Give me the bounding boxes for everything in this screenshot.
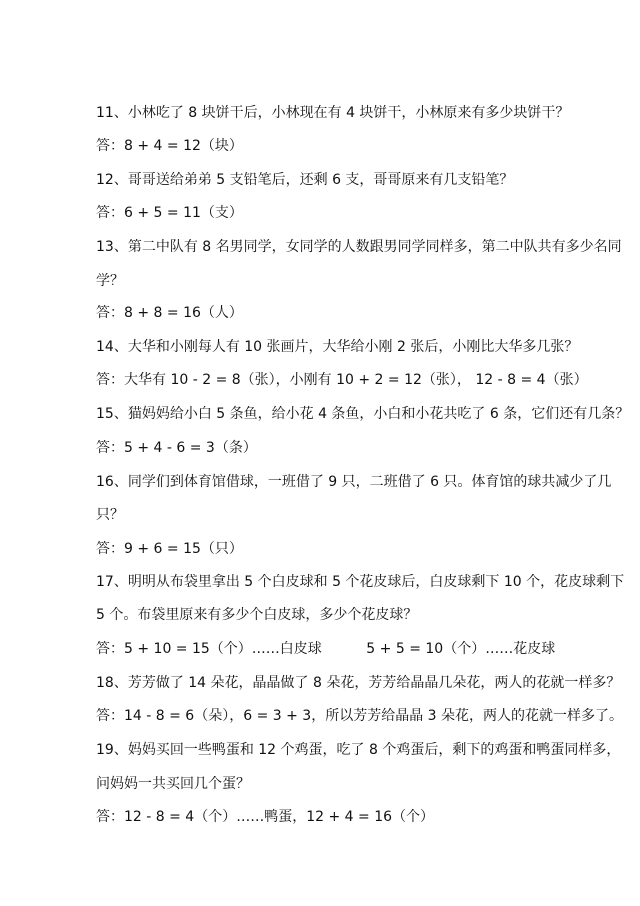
question-18: 18、芳芳做了 14 朵花，晶晶做了 8 朵花，芳芳给晶晶几朵花，两人的花就一样多？ [96,675,621,691]
question-19-line-2: 问妈妈一共买回几个蛋？ [96,776,250,792]
answer-15: 答：5 + 4 - 6 = 3（条） [96,440,257,456]
answer-18: 答：14 - 8 = 6（朵），6 = 3 + 3，所以芳芳给晶晶 3 朵花，两人的花就一样多了。 [96,708,624,724]
question-15: 15、猫妈妈给小白 5 条鱼，给小花 4 条鱼，小白和小花共吃了 6 条，它们还有几条？ [96,406,630,422]
question-19-line-1: 19、妈妈买回一些鸭蛋和 12 个鸡蛋，吃了 8 个鸡蛋后，剩下的鸡蛋和鸭蛋同样多， [96,742,621,758]
question-11: 11、小林吃了 8 块饼干后，小林现在有 4 块饼干，小林原来有多少块饼干？ [96,105,570,121]
answer-12: 答：6 + 5 = 11（支） [96,205,243,221]
question-13-line-1: 13、第二中队有 8 名男同学，女同学的人数跟男同学同样多，第二中队共有多少名同 [96,239,622,255]
answer-16: 答：9 + 6 = 15（只） [96,541,243,557]
question-13-line-2: 学？ [96,273,124,289]
answer-17: 答：5 + 10 = 15（个）……白皮球 5 + 5 = 10（个）……花皮球 [96,641,556,657]
question-14: 14、大华和小刚每人有 10 张画片，大华给小刚 2 张后，小刚比大华多几张？ [96,339,579,355]
question-17-line-2: 5 个。布袋里原来有多少个白皮球，多少个花皮球？ [96,607,418,623]
question-17-line-1: 17、明明从布袋里拿出 5 个白皮球和 5 个花皮球后，白皮球剩下 10 个，花皮球剩下 [96,574,625,590]
question-12: 12、哥哥送给弟弟 5 支铅笔后，还剩 6 支，哥哥原来有几支铅笔？ [96,172,514,188]
question-16-line-2: 只？ [96,507,124,523]
answer-11: 答：8 + 4 = 12（块） [96,138,243,154]
question-16-line-1: 16、同学们到体育馆借球，一班借了 9 只，二班借了 6 只。体育馆的球共减少了几 [96,474,612,490]
answer-13: 答：8 + 8 = 16（人） [96,305,243,321]
answer-19: 答：12 - 8 = 4（个）……鸭蛋，12 + 4 = 16（个） [96,809,435,825]
answer-14: 答：大华有 10 - 2 = 8（张），小刚有 10 + 2 = 12（张）， 12 - 8 = 4（张） [96,372,588,388]
